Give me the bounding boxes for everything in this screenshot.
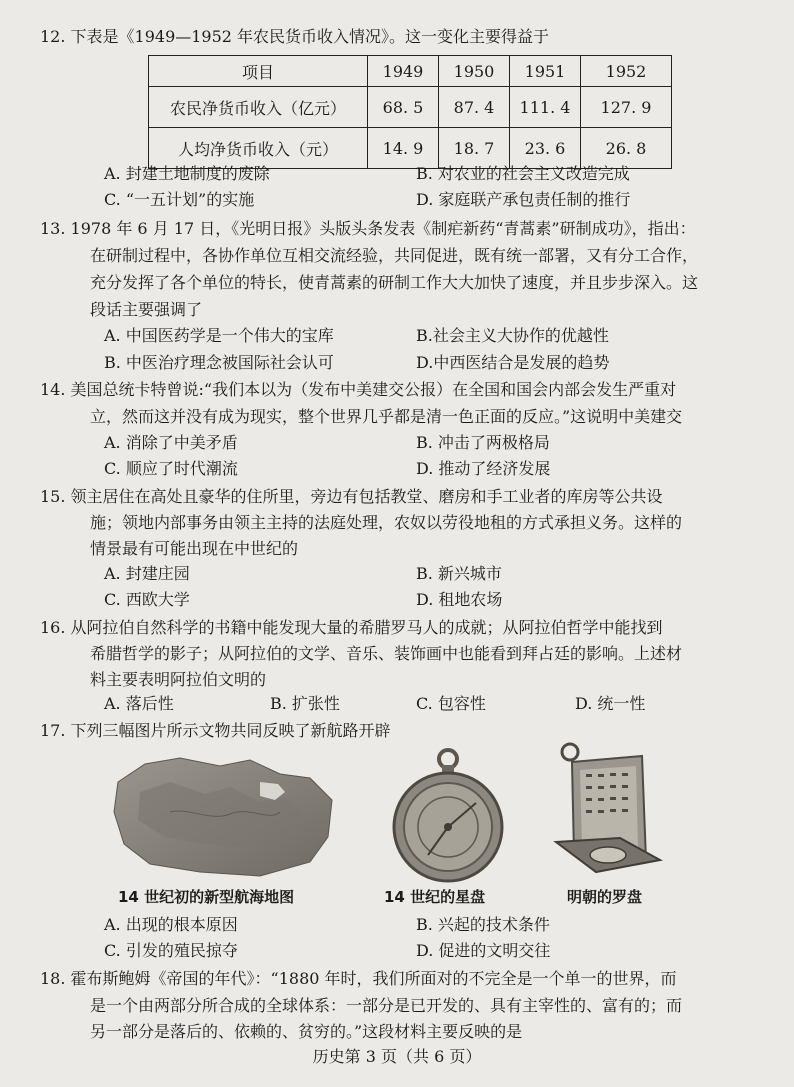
q18-line: 是一个由两部分所合成的全球体系：一部分是已开发的、具有主宰性的、富有的；而 [90, 996, 683, 1015]
q12-option-d: D. 家庭联产承包责任制的推行 [416, 190, 631, 209]
q12-option-a: A. 封建土地制度的废除 [104, 164, 270, 183]
table-cell: 23. 6 [510, 128, 581, 169]
compass-image [550, 742, 665, 882]
income-table [148, 55, 672, 169]
q16-line: 希腊哲学的影子；从阿拉伯的文学、音乐、装饰画中也能看到拜占廷的影响。上述材 [90, 644, 683, 663]
q16-option-c: C. 包容性 [416, 694, 486, 713]
q14-line: 立，然而这并没有成为现实，整个世界几乎都是清一色正面的反应。”这说明中美建交 [90, 407, 683, 426]
table-header: 1952 [581, 56, 672, 87]
q15-option-d: D. 租地农场 [416, 590, 503, 609]
q15-line: 施；领地内部事务由领主主持的法庭处理，农奴以劳役地租的方式承担义务。这样的 [90, 513, 683, 532]
q12-option-b: B. 对农业的社会主义改造完成 [416, 164, 630, 183]
q15-option-a: A. 封建庄园 [104, 564, 190, 583]
table-cell: 87. 4 [439, 87, 510, 128]
q14-option-a: A. 消除了中美矛盾 [104, 433, 238, 452]
q13-option-c: B. 中医治疗理念被国际社会认可 [104, 353, 334, 372]
q16-line: 16. 从阿拉伯自然科学的书籍中能发现大量的希腊罗马人的成就；从阿拉伯哲学中能找到 [40, 618, 663, 637]
q18-line: 另一部分是落后的、依赖的、贫穷的。”这段材料主要反映的是 [90, 1022, 523, 1041]
table-cell: 农民净货币收入（亿元） [149, 87, 368, 128]
table-cell: 68. 5 [368, 87, 439, 128]
table-header: 1949 [368, 56, 439, 87]
table-header: 项目 [149, 56, 368, 87]
q17-option-a: A. 出现的根本原因 [104, 915, 238, 934]
q16-option-b: B. 扩张性 [270, 694, 340, 713]
compass-caption: 明朝的罗盘 [567, 888, 643, 906]
navigation-map-image [110, 752, 340, 882]
q13-line: 13. 1978 年 6 月 17 日，《光明日报》头版头条发表《制疟新药“青蒿素”研制成功》，指出： [40, 219, 696, 238]
q17-stem: 17. 下列三幅图片所示文物共同反映了新航路开辟 [40, 721, 391, 740]
table-row [149, 87, 672, 128]
table-header-row [149, 56, 672, 87]
q15-line: 情景最有可能出现在中世纪的 [90, 539, 299, 558]
astrolabe-image [388, 745, 508, 885]
q17-option-d: D. 促进的文明交往 [416, 941, 551, 960]
q18-line: 18. 霍布斯鲍姆《帝国的年代》：“1880 年时，我们所面对的不完全是一个单一的世界，而 [40, 969, 677, 988]
table-cell: 18. 7 [439, 128, 510, 169]
map-caption: 14 世纪初的新型航海地图 [118, 888, 295, 906]
q16-option-a: A. 落后性 [104, 694, 174, 713]
table-cell: 人均净货币收入（元） [149, 128, 368, 169]
q13-line: 在研制过程中，各协作单位互相交流经验，共同促进，既有统一部署，又有分工合作， [90, 246, 699, 265]
q13-option-a: A. 中国医药学是一个伟大的宝库 [104, 326, 334, 345]
q14-line: 14. 美国总统卡特曾说:“我们本以为（发布中美建交公报）在全国和国会内部会发生严重对 [40, 380, 677, 399]
table-header: 1950 [439, 56, 510, 87]
q12-stem: 12. 下表是《1949—1952 年农民货币收入情况》。这一变化主要得益于 [40, 27, 550, 46]
table-cell: 14. 9 [368, 128, 439, 169]
table-header: 1951 [510, 56, 581, 87]
q16-line: 料主要表明阿拉伯文明的 [90, 670, 267, 689]
q15-option-c: C. 西欧大学 [104, 590, 190, 609]
q13-option-d: D.中西医结合是发展的趋势 [416, 353, 610, 372]
q13-option-b: B.社会主义大协作的优越性 [416, 326, 609, 345]
q15-line: 15. 领主居住在高处且豪华的住所里，旁边有包括教堂、磨房和手工业者的库房等公共设 [40, 487, 663, 506]
page-footer: 历史第 3 页（共 6 页） [312, 1047, 482, 1066]
q14-option-d: D. 推动了经济发展 [416, 459, 551, 478]
q13-line: 段话主要强调了 [90, 300, 203, 319]
q13-line: 充分发挥了各个单位的特长，使青蒿素的研制工作大大加快了速度，并且步步深入。这 [90, 273, 699, 292]
q15-option-b: B. 新兴城市 [416, 564, 502, 583]
q17-option-b: B. 兴起的技术条件 [416, 915, 550, 934]
table-cell: 26. 8 [581, 128, 672, 169]
astrolabe-caption: 14 世纪的星盘 [384, 888, 486, 906]
table-cell: 111. 4 [510, 87, 581, 128]
q16-option-d: D. 统一性 [575, 694, 646, 713]
q17-option-c: C. 引发的殖民掠夺 [104, 941, 238, 960]
table-cell: 127. 9 [581, 87, 672, 128]
q12-option-c: C. “一五计划”的实施 [104, 190, 255, 209]
q14-option-c: C. 顺应了时代潮流 [104, 459, 238, 478]
q14-option-b: B. 冲击了两极格局 [416, 433, 550, 452]
